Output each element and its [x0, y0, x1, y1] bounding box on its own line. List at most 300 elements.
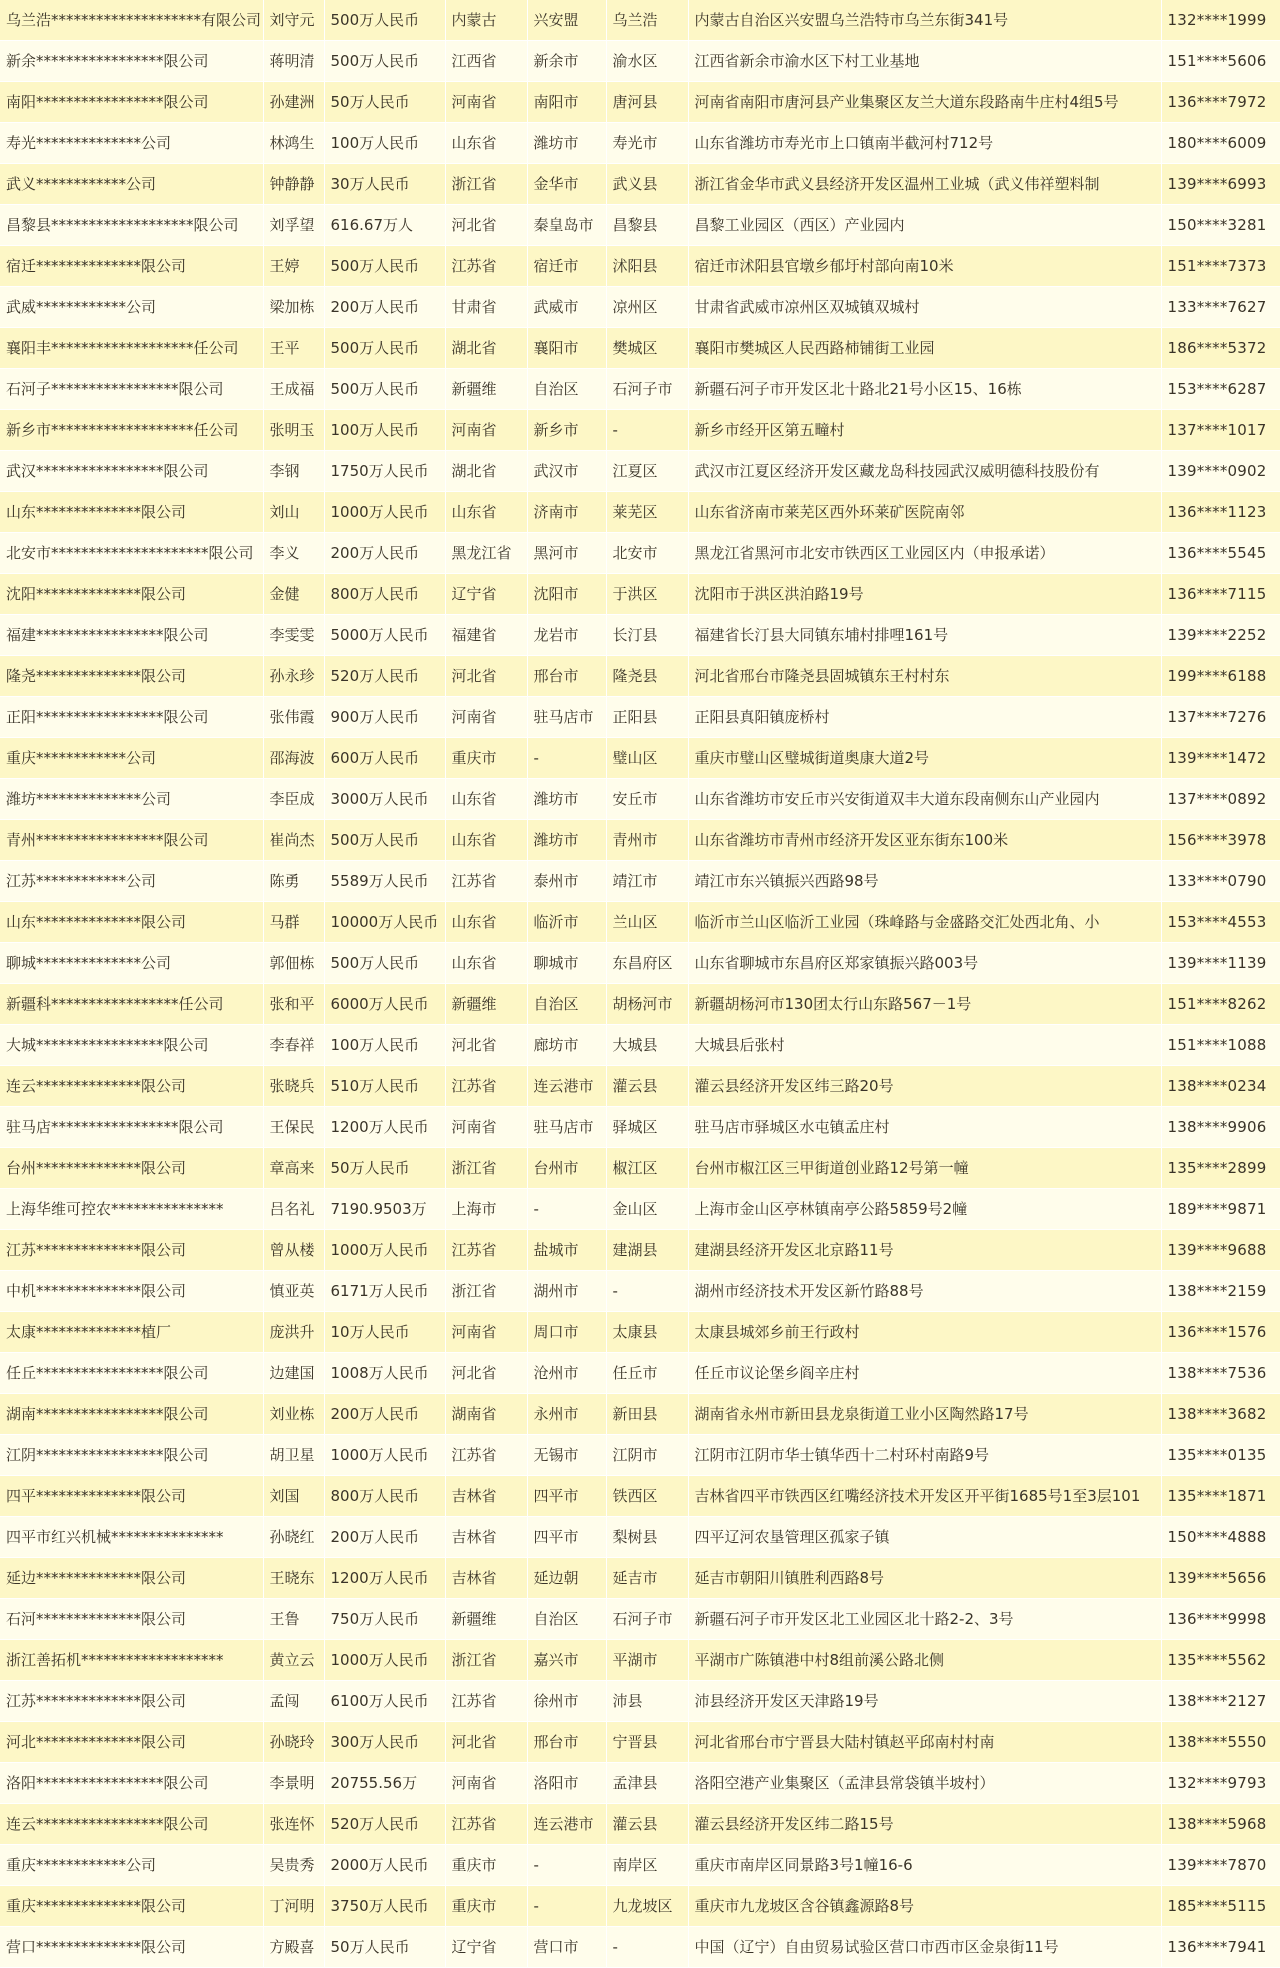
city-cell: 自治区 — [527, 369, 606, 410]
district-cell: 靖江市 — [606, 861, 688, 902]
legal-person-cell: 刘山 — [263, 492, 324, 533]
province-cell: 湖南省 — [445, 1394, 527, 1435]
registered-capital-cell: 1200万人民币 — [324, 1558, 445, 1599]
address-cell: 驻马店市驿城区水屯镇孟庄村 — [688, 1107, 1161, 1148]
legal-person-cell: 边建国 — [263, 1353, 324, 1394]
company-name-cell: 武威************公司 — [0, 287, 263, 328]
city-cell: 邢台市 — [527, 1722, 606, 1763]
legal-person-cell: 王保民 — [263, 1107, 324, 1148]
address-cell: 黑龙江省黑河市北安市铁西区工业园区内（申报承诺） — [688, 533, 1161, 574]
registered-capital-cell: 500万人民币 — [324, 369, 445, 410]
district-cell: 江夏区 — [606, 451, 688, 492]
city-cell: - — [527, 1886, 606, 1927]
registered-capital-cell: 500万人民币 — [324, 943, 445, 984]
legal-person-cell: 丁河明 — [263, 1886, 324, 1927]
phone-cell: 186****5372 — [1161, 328, 1280, 369]
address-cell: 河南省南阳市唐河县产业集聚区友兰大道东段路南牛庄村4组5号 — [688, 82, 1161, 123]
table-row — [0, 1025, 1280, 1066]
address-cell: 山东省济南市莱芜区西外环莱矿医院南邻 — [688, 492, 1161, 533]
table-row — [0, 1681, 1280, 1722]
phone-cell: 137****1017 — [1161, 410, 1280, 451]
legal-person-cell: 王晓东 — [263, 1558, 324, 1599]
table-row — [0, 615, 1280, 656]
company-name-cell: 连云**************限公司 — [0, 1066, 263, 1107]
legal-person-cell: 章高来 — [263, 1148, 324, 1189]
company-name-cell: 襄阳丰*******************任公司 — [0, 328, 263, 369]
legal-person-cell: 王平 — [263, 328, 324, 369]
phone-cell: 150****3281 — [1161, 205, 1280, 246]
province-cell: 浙江省 — [445, 164, 527, 205]
legal-person-cell: 李雯雯 — [263, 615, 324, 656]
company-name-cell: 重庆************公司 — [0, 1845, 263, 1886]
city-cell: 台州市 — [527, 1148, 606, 1189]
registered-capital-cell: 50万人民币 — [324, 1927, 445, 1968]
city-cell: - — [527, 1845, 606, 1886]
city-cell: 黑河市 — [527, 533, 606, 574]
address-cell: 河北省邢台市隆尧县固城镇东王村村东 — [688, 656, 1161, 697]
city-cell: 临沂市 — [527, 902, 606, 943]
district-cell: 建湖县 — [606, 1230, 688, 1271]
address-cell: 建湖县经济开发区北京路11号 — [688, 1230, 1161, 1271]
legal-person-cell: 张和平 — [263, 984, 324, 1025]
company-name-cell: 连云*****************限公司 — [0, 1804, 263, 1845]
district-cell: 隆尧县 — [606, 656, 688, 697]
province-cell: 新疆维 — [445, 1599, 527, 1640]
city-cell: 潍坊市 — [527, 123, 606, 164]
phone-cell: 138****5968 — [1161, 1804, 1280, 1845]
company-name-cell: 四平市红兴机械*************** — [0, 1517, 263, 1558]
table-row — [0, 1066, 1280, 1107]
legal-person-cell: 刘孚望 — [263, 205, 324, 246]
company-name-cell: 北安市*********************限公司 — [0, 533, 263, 574]
table-row — [0, 1271, 1280, 1312]
province-cell: 江苏省 — [445, 1804, 527, 1845]
province-cell: 江苏省 — [445, 246, 527, 287]
legal-person-cell: 孙晓玲 — [263, 1722, 324, 1763]
province-cell: 湖北省 — [445, 328, 527, 369]
phone-cell: 132****1999 — [1161, 0, 1280, 41]
registered-capital-cell: 520万人民币 — [324, 1804, 445, 1845]
address-cell: 靖江市东兴镇振兴西路98号 — [688, 861, 1161, 902]
city-cell: 沈阳市 — [527, 574, 606, 615]
phone-cell: 139****9688 — [1161, 1230, 1280, 1271]
phone-cell: 136****7972 — [1161, 82, 1280, 123]
district-cell: - — [606, 1927, 688, 1968]
city-cell: 永州市 — [527, 1394, 606, 1435]
city-cell: 秦皇岛市 — [527, 205, 606, 246]
district-cell: 新田县 — [606, 1394, 688, 1435]
district-cell: 大城县 — [606, 1025, 688, 1066]
address-cell: 灌云县经济开发区纬二路15号 — [688, 1804, 1161, 1845]
address-cell: 山东省潍坊市青州市经济开发区亚东街东100米 — [688, 820, 1161, 861]
district-cell: 九龙坡区 — [606, 1886, 688, 1927]
legal-person-cell: 庞洪升 — [263, 1312, 324, 1353]
address-cell: 重庆市南岸区同景路3号1幢16-6 — [688, 1845, 1161, 1886]
legal-person-cell: 胡卫星 — [263, 1435, 324, 1476]
province-cell: 浙江省 — [445, 1148, 527, 1189]
legal-person-cell: 吕名礼 — [263, 1189, 324, 1230]
phone-cell: 135****0135 — [1161, 1435, 1280, 1476]
district-cell: 太康县 — [606, 1312, 688, 1353]
phone-cell: 139****7870 — [1161, 1845, 1280, 1886]
registered-capital-cell: 10000万人民币 — [324, 902, 445, 943]
table-row — [0, 1107, 1280, 1148]
province-cell: 河南省 — [445, 1763, 527, 1804]
city-cell: 金华市 — [527, 164, 606, 205]
district-cell: 灌云县 — [606, 1804, 688, 1845]
phone-cell: 137****7276 — [1161, 697, 1280, 738]
phone-cell: 135****1871 — [1161, 1476, 1280, 1517]
province-cell: 山东省 — [445, 902, 527, 943]
province-cell: 新疆维 — [445, 984, 527, 1025]
registered-capital-cell: 30万人民币 — [324, 164, 445, 205]
city-cell: 聊城市 — [527, 943, 606, 984]
company-name-cell: 正阳*****************限公司 — [0, 697, 263, 738]
district-cell: - — [606, 1271, 688, 1312]
registered-capital-cell: 3000万人民币 — [324, 779, 445, 820]
registered-capital-cell: 510万人民币 — [324, 1066, 445, 1107]
province-cell: 重庆市 — [445, 1886, 527, 1927]
address-cell: 太康县城郊乡前王行政村 — [688, 1312, 1161, 1353]
address-cell: 河北省邢台市宁晋县大陆村镇赵平邱南村村南 — [688, 1722, 1161, 1763]
company-name-cell: 驻马店*****************限公司 — [0, 1107, 263, 1148]
district-cell: 于洪区 — [606, 574, 688, 615]
legal-person-cell: 王鲁 — [263, 1599, 324, 1640]
district-cell: 武义县 — [606, 164, 688, 205]
phone-cell: 132****9793 — [1161, 1763, 1280, 1804]
registered-capital-cell: 50万人民币 — [324, 82, 445, 123]
company-name-cell: 山东**************限公司 — [0, 902, 263, 943]
table-row — [0, 1517, 1280, 1558]
address-cell: 平湖市广陈镇港中村8组前溪公路北侧 — [688, 1640, 1161, 1681]
registered-capital-cell: 3750万人民币 — [324, 1886, 445, 1927]
city-cell: 营口市 — [527, 1927, 606, 1968]
province-cell: 浙江省 — [445, 1271, 527, 1312]
table-row — [0, 1599, 1280, 1640]
city-cell: 盐城市 — [527, 1230, 606, 1271]
province-cell: 上海市 — [445, 1189, 527, 1230]
table-row — [0, 123, 1280, 164]
province-cell: 吉林省 — [445, 1476, 527, 1517]
company-name-cell: 武义************公司 — [0, 164, 263, 205]
company-name-cell: 河北**************限公司 — [0, 1722, 263, 1763]
city-cell: 自治区 — [527, 1599, 606, 1640]
province-cell: 江苏省 — [445, 1681, 527, 1722]
legal-person-cell: 曾从楼 — [263, 1230, 324, 1271]
city-cell: 四平市 — [527, 1476, 606, 1517]
table-row — [0, 861, 1280, 902]
address-cell: 正阳县真阳镇庞桥村 — [688, 697, 1161, 738]
company-name-cell: 中机**************限公司 — [0, 1271, 263, 1312]
legal-person-cell: 金健 — [263, 574, 324, 615]
city-cell: 湖州市 — [527, 1271, 606, 1312]
address-cell: 福建省长汀县大同镇东埔村排哩161号 — [688, 615, 1161, 656]
city-cell: 沧州市 — [527, 1353, 606, 1394]
company-name-cell: 洛阳*****************限公司 — [0, 1763, 263, 1804]
phone-cell: 199****6188 — [1161, 656, 1280, 697]
table-row — [0, 1845, 1280, 1886]
table-row — [0, 41, 1280, 82]
legal-person-cell: 邵海波 — [263, 738, 324, 779]
province-cell: 河北省 — [445, 205, 527, 246]
company-name-cell: 石河子*****************限公司 — [0, 369, 263, 410]
address-cell: 洛阳空港产业集聚区（孟津县常袋镇半坡村） — [688, 1763, 1161, 1804]
phone-cell: 139****0902 — [1161, 451, 1280, 492]
address-cell: 内蒙古自治区兴安盟乌兰浩特市乌兰东街341号 — [688, 0, 1161, 41]
address-cell: 江阴市江阴市华士镇华西十二村环村南路9号 — [688, 1435, 1161, 1476]
district-cell: 安丘市 — [606, 779, 688, 820]
phone-cell: 138****3682 — [1161, 1394, 1280, 1435]
phone-cell: 136****7115 — [1161, 574, 1280, 615]
district-cell: 沭阳县 — [606, 246, 688, 287]
company-name-cell: 乌兰浩********************有限公司 — [0, 0, 263, 41]
table-row — [0, 697, 1280, 738]
table-row — [0, 205, 1280, 246]
district-cell: 江阴市 — [606, 1435, 688, 1476]
legal-person-cell: 刘国 — [263, 1476, 324, 1517]
table-row — [0, 1886, 1280, 1927]
district-cell: 北安市 — [606, 533, 688, 574]
table-row — [0, 164, 1280, 205]
district-cell: 寿光市 — [606, 123, 688, 164]
phone-cell: 138****0234 — [1161, 1066, 1280, 1107]
table-row — [0, 369, 1280, 410]
table-row — [0, 902, 1280, 943]
legal-person-cell: 张连怀 — [263, 1804, 324, 1845]
registered-capital-cell: 1008万人民币 — [324, 1353, 445, 1394]
table-row — [0, 1435, 1280, 1476]
registered-capital-cell: 300万人民币 — [324, 1722, 445, 1763]
table-row — [0, 1230, 1280, 1271]
phone-cell: 133****7627 — [1161, 287, 1280, 328]
table-row — [0, 779, 1280, 820]
company-name-cell: 江苏**************限公司 — [0, 1681, 263, 1722]
address-cell: 山东省聊城市东昌府区郑家镇振兴路003号 — [688, 943, 1161, 984]
city-cell: 连云港市 — [527, 1804, 606, 1845]
registered-capital-cell: 200万人民币 — [324, 1394, 445, 1435]
district-cell: 青州市 — [606, 820, 688, 861]
address-cell: 襄阳市樊城区人民西路柿铺街工业园 — [688, 328, 1161, 369]
company-name-cell: 武汉*****************限公司 — [0, 451, 263, 492]
phone-cell: 133****0790 — [1161, 861, 1280, 902]
legal-person-cell: 钟静静 — [263, 164, 324, 205]
city-cell: 自治区 — [527, 984, 606, 1025]
city-cell: 洛阳市 — [527, 1763, 606, 1804]
district-cell: 平湖市 — [606, 1640, 688, 1681]
company-name-cell: 台州**************限公司 — [0, 1148, 263, 1189]
district-cell: 驿城区 — [606, 1107, 688, 1148]
phone-cell: 185****5115 — [1161, 1886, 1280, 1927]
registered-capital-cell: 1000万人民币 — [324, 1435, 445, 1476]
registered-capital-cell: 5589万人民币 — [324, 861, 445, 902]
district-cell: 南岸区 — [606, 1845, 688, 1886]
district-cell: 正阳县 — [606, 697, 688, 738]
address-cell: 大城县后张村 — [688, 1025, 1161, 1066]
table-row — [0, 533, 1280, 574]
legal-person-cell: 王成福 — [263, 369, 324, 410]
city-cell: 武威市 — [527, 287, 606, 328]
district-cell: 石河子市 — [606, 369, 688, 410]
registered-capital-cell: 500万人民币 — [324, 820, 445, 861]
phone-cell: 139****2252 — [1161, 615, 1280, 656]
district-cell: 宁晋县 — [606, 1722, 688, 1763]
address-cell: 临沂市兰山区临沂工业园（珠峰路与金盛路交汇处西北角、小 — [688, 902, 1161, 943]
table-row — [0, 1148, 1280, 1189]
address-cell: 四平辽河农垦管理区孤家子镇 — [688, 1517, 1161, 1558]
address-cell: 台州市椒江区三甲街道创业路12号第一幢 — [688, 1148, 1161, 1189]
phone-cell: 136****1123 — [1161, 492, 1280, 533]
city-cell: 龙岩市 — [527, 615, 606, 656]
district-cell: 东昌府区 — [606, 943, 688, 984]
company-name-cell: 营口**************限公司 — [0, 1927, 263, 1968]
table-row — [0, 1804, 1280, 1845]
district-cell: 唐河县 — [606, 82, 688, 123]
district-cell: 沛县 — [606, 1681, 688, 1722]
legal-person-cell: 黄立云 — [263, 1640, 324, 1681]
company-name-cell: 江阴*****************限公司 — [0, 1435, 263, 1476]
province-cell: 辽宁省 — [445, 1927, 527, 1968]
registered-capital-cell: 6000万人民币 — [324, 984, 445, 1025]
registered-capital-cell: 10万人民币 — [324, 1312, 445, 1353]
table-row — [0, 287, 1280, 328]
city-cell: 兴安盟 — [527, 0, 606, 41]
legal-person-cell: 李臣成 — [263, 779, 324, 820]
city-cell: 宿迁市 — [527, 246, 606, 287]
phone-cell: 136****5545 — [1161, 533, 1280, 574]
district-cell: 昌黎县 — [606, 205, 688, 246]
address-cell: 湖南省永州市新田县龙泉街道工业小区陶然路17号 — [688, 1394, 1161, 1435]
registered-capital-cell: 500万人民币 — [324, 246, 445, 287]
address-cell: 山东省潍坊市寿光市上口镇南半截河村712号 — [688, 123, 1161, 164]
province-cell: 山东省 — [445, 943, 527, 984]
province-cell: 福建省 — [445, 615, 527, 656]
city-cell: 驻马店市 — [527, 1107, 606, 1148]
registered-capital-cell: 900万人民币 — [324, 697, 445, 738]
district-cell: 铁西区 — [606, 1476, 688, 1517]
phone-cell: 156****3978 — [1161, 820, 1280, 861]
address-cell: 吉林省四平市铁西区红嘴经济技术开发区开平街1685号1至3层101 — [688, 1476, 1161, 1517]
city-cell: 延边朝 — [527, 1558, 606, 1599]
registered-capital-cell: 600万人民币 — [324, 738, 445, 779]
phone-cell: 151****5606 — [1161, 41, 1280, 82]
registered-capital-cell: 1000万人民币 — [324, 1640, 445, 1681]
company-name-cell: 延边**************限公司 — [0, 1558, 263, 1599]
registered-capital-cell: 5000万人民币 — [324, 615, 445, 656]
city-cell: 无锡市 — [527, 1435, 606, 1476]
table-row — [0, 1763, 1280, 1804]
company-name-cell: 山东**************限公司 — [0, 492, 263, 533]
company-name-cell: 石河**************限公司 — [0, 1599, 263, 1640]
city-cell: - — [527, 1189, 606, 1230]
district-cell: 胡杨河市 — [606, 984, 688, 1025]
company-name-cell: 青州*****************限公司 — [0, 820, 263, 861]
company-name-cell: 沈阳**************限公司 — [0, 574, 263, 615]
city-cell: 连云港市 — [527, 1066, 606, 1107]
legal-person-cell: 吴贵秀 — [263, 1845, 324, 1886]
phone-cell: 139****1472 — [1161, 738, 1280, 779]
address-cell: 重庆市九龙坡区含谷镇鑫源路8号 — [688, 1886, 1161, 1927]
registered-capital-cell: 100万人民币 — [324, 1025, 445, 1066]
district-cell: 孟津县 — [606, 1763, 688, 1804]
table-row — [0, 943, 1280, 984]
city-cell: 廊坊市 — [527, 1025, 606, 1066]
registered-capital-cell: 200万人民币 — [324, 1517, 445, 1558]
address-cell: 上海市金山区亭林镇南亭公路5859号2幢 — [688, 1189, 1161, 1230]
address-cell: 甘肃省武威市凉州区双城镇双城村 — [688, 287, 1161, 328]
legal-person-cell: 郭佃栋 — [263, 943, 324, 984]
phone-cell: 136****7941 — [1161, 1927, 1280, 1968]
registered-capital-cell: 800万人民币 — [324, 574, 445, 615]
city-cell: - — [527, 738, 606, 779]
province-cell: 江苏省 — [445, 1066, 527, 1107]
table-row — [0, 328, 1280, 369]
province-cell: 河北省 — [445, 1353, 527, 1394]
registered-capital-cell: 6171万人民币 — [324, 1271, 445, 1312]
table-row — [0, 984, 1280, 1025]
city-cell: 新余市 — [527, 41, 606, 82]
legal-person-cell: 崔尚杰 — [263, 820, 324, 861]
table-row — [0, 1353, 1280, 1394]
city-cell: 济南市 — [527, 492, 606, 533]
phone-cell: 138****9906 — [1161, 1107, 1280, 1148]
legal-person-cell: 林鸿生 — [263, 123, 324, 164]
district-cell: 灌云县 — [606, 1066, 688, 1107]
table-row — [0, 0, 1280, 41]
province-cell: 江西省 — [445, 41, 527, 82]
legal-person-cell: 孟闯 — [263, 1681, 324, 1722]
province-cell: 江苏省 — [445, 861, 527, 902]
district-cell: 莱芜区 — [606, 492, 688, 533]
registered-capital-cell: 100万人民币 — [324, 410, 445, 451]
district-cell: 椒江区 — [606, 1148, 688, 1189]
registered-capital-cell: 800万人民币 — [324, 1476, 445, 1517]
company-name-cell: 南阳*****************限公司 — [0, 82, 263, 123]
address-cell: 中国（辽宁）自由贸易试验区营口市西市区金泉街11号 — [688, 1927, 1161, 1968]
city-cell: 四平市 — [527, 1517, 606, 1558]
table-row — [0, 82, 1280, 123]
company-name-cell: 江苏************公司 — [0, 861, 263, 902]
address-cell: 山东省潍坊市安丘市兴安街道双丰大道东段南侧东山产业园内 — [688, 779, 1161, 820]
district-cell: 石河子市 — [606, 1599, 688, 1640]
table-row — [0, 820, 1280, 861]
table-row — [0, 1312, 1280, 1353]
province-cell: 重庆市 — [445, 1845, 527, 1886]
district-cell: 任丘市 — [606, 1353, 688, 1394]
phone-cell: 139****5656 — [1161, 1558, 1280, 1599]
legal-person-cell: 慎亚英 — [263, 1271, 324, 1312]
district-cell: 兰山区 — [606, 902, 688, 943]
phone-cell: 151****1088 — [1161, 1025, 1280, 1066]
table-row — [0, 1558, 1280, 1599]
registered-capital-cell: 1000万人民币 — [324, 492, 445, 533]
company-name-cell: 新余*****************限公司 — [0, 41, 263, 82]
province-cell: 山东省 — [445, 123, 527, 164]
company-name-cell: 大城*****************限公司 — [0, 1025, 263, 1066]
province-cell: 浙江省 — [445, 1640, 527, 1681]
legal-person-cell: 马群 — [263, 902, 324, 943]
city-cell: 潍坊市 — [527, 820, 606, 861]
district-cell: 乌兰浩 — [606, 0, 688, 41]
company-name-cell: 聊城**************公司 — [0, 943, 263, 984]
address-cell: 新疆石河子市开发区北十路北21号小区15、16栋 — [688, 369, 1161, 410]
legal-person-cell: 张晓兵 — [263, 1066, 324, 1107]
address-cell: 沛县经济开发区天津路19号 — [688, 1681, 1161, 1722]
province-cell: 吉林省 — [445, 1517, 527, 1558]
legal-person-cell: 蒋明清 — [263, 41, 324, 82]
legal-person-cell: 张明玉 — [263, 410, 324, 451]
phone-cell: 138****2159 — [1161, 1271, 1280, 1312]
company-name-cell: 任丘*****************限公司 — [0, 1353, 263, 1394]
